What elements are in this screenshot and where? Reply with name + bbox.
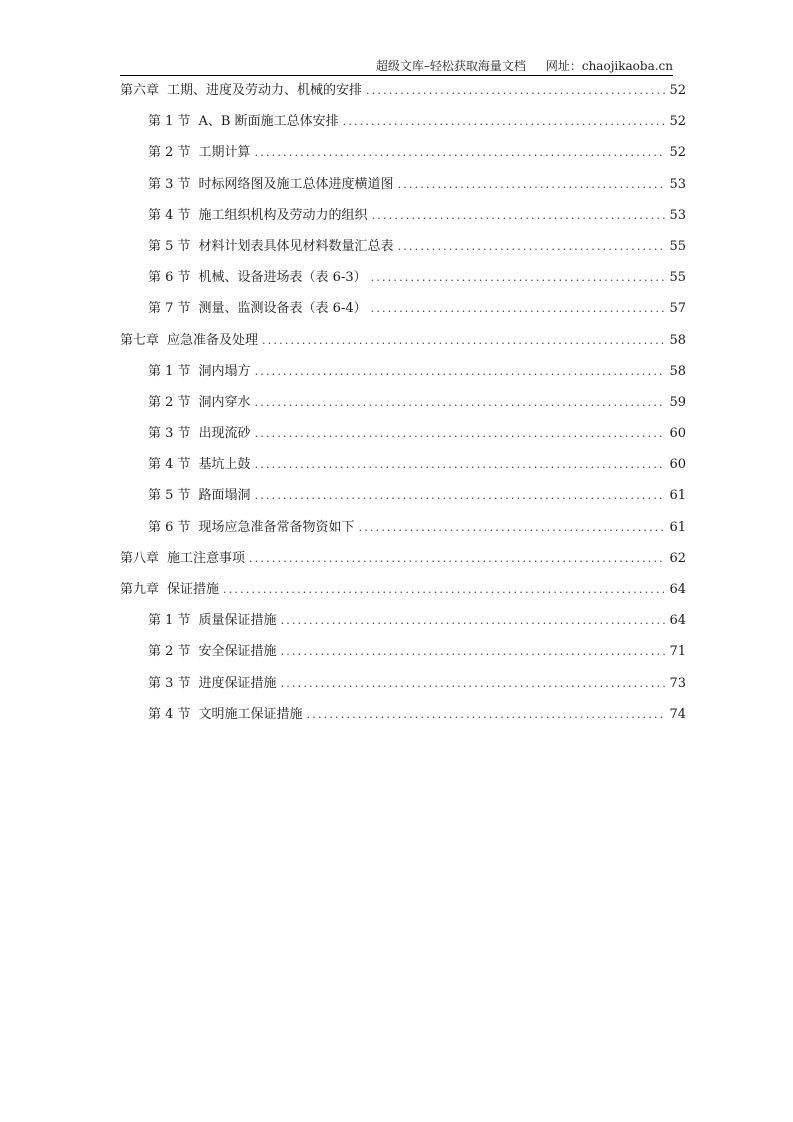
toc-dot-leader xyxy=(281,641,666,663)
toc-entry-label xyxy=(120,80,362,102)
toc-entry-title: 测量、监测设备表（表 6-4） xyxy=(198,301,367,317)
toc-entry-number: 第 6 节 xyxy=(148,270,191,286)
toc-chapter-entry[interactable] xyxy=(120,330,686,361)
toc-chapter-entry[interactable] xyxy=(120,579,686,610)
toc-entry-label xyxy=(148,454,251,476)
header-site-name: 超级文库–轻松获取海量文档 xyxy=(375,59,526,73)
toc-dot-leader xyxy=(371,267,666,289)
page-header xyxy=(120,58,673,74)
toc-entry-number: 第 2 节 xyxy=(148,394,191,410)
toc-entry-label xyxy=(148,392,251,414)
toc-entry-label xyxy=(148,517,355,539)
toc-page-number: 62 xyxy=(669,550,686,566)
toc-entry-label xyxy=(148,111,339,133)
toc-entry-title: 质量保证措施 xyxy=(198,613,277,629)
toc-page-number: 52 xyxy=(669,83,686,98)
toc-section-entry[interactable] xyxy=(120,174,686,205)
toc-section-entry[interactable] xyxy=(120,641,686,672)
toc-entry-number: 第 4 节 xyxy=(148,457,191,473)
toc-dot-leader xyxy=(398,174,666,196)
toc-section-entry[interactable] xyxy=(120,704,686,735)
toc-dot-leader xyxy=(262,330,665,352)
toc-page-number: 55 xyxy=(669,238,686,254)
table-of-contents xyxy=(120,80,686,735)
toc-page-number: 52 xyxy=(669,114,686,130)
toc-entry-title: 工期、进度及劳动力、机械的安排 xyxy=(167,83,363,98)
toc-page-number: 60 xyxy=(669,457,686,473)
toc-dot-leader xyxy=(255,454,666,476)
toc-dot-leader xyxy=(371,298,666,320)
toc-entry-title: 保证措施 xyxy=(167,582,220,597)
toc-entry-label xyxy=(148,610,277,632)
toc-entry-title: 洞内塌方 xyxy=(198,363,251,379)
toc-entry-title: 时标网络图及施工总体进度横道图 xyxy=(198,176,394,192)
toc-entry-number: 第 5 节 xyxy=(148,238,191,254)
toc-entry-label xyxy=(148,142,251,164)
toc-section-entry[interactable] xyxy=(120,298,686,329)
toc-page-number: 71 xyxy=(669,644,686,660)
toc-entry-number: 第 1 节 xyxy=(148,363,191,379)
header-url[interactable]: 网址：chaojikaoba.cn xyxy=(545,59,673,73)
toc-entry-title: 施工组织机构及劳动力的组织 xyxy=(198,207,368,223)
toc-dot-leader xyxy=(281,610,666,632)
toc-entry-title: 现场应急准备常备物资如下 xyxy=(198,519,355,535)
toc-dot-leader xyxy=(255,485,666,507)
toc-entry-label xyxy=(148,174,394,196)
toc-entry-label xyxy=(148,205,368,227)
toc-entry-title: 安全保证措施 xyxy=(198,644,277,660)
toc-section-entry[interactable] xyxy=(120,111,686,142)
toc-entry-number: 第 6 节 xyxy=(148,519,191,535)
toc-entry-number: 第 4 节 xyxy=(148,706,191,722)
toc-page-number: 55 xyxy=(669,270,686,286)
toc-entry-label xyxy=(148,704,303,726)
toc-section-entry[interactable] xyxy=(120,454,686,485)
toc-page-number: 60 xyxy=(669,426,686,442)
toc-entry-number: 第 1 节 xyxy=(148,114,191,130)
toc-entry-title: 施工注意事项 xyxy=(167,550,246,566)
toc-section-entry[interactable] xyxy=(120,423,686,454)
toc-entry-label xyxy=(148,298,367,320)
toc-section-entry[interactable] xyxy=(120,267,686,298)
toc-page-number: 57 xyxy=(669,301,686,317)
toc-dot-leader xyxy=(223,579,665,601)
toc-entry-number: 第 1 节 xyxy=(148,613,191,629)
toc-entry-label xyxy=(148,485,251,507)
toc-page-number: 53 xyxy=(669,207,686,223)
toc-section-entry[interactable] xyxy=(120,610,686,641)
toc-entry-title: 路面塌洞 xyxy=(198,488,251,504)
toc-page-number: 61 xyxy=(669,519,686,535)
toc-dot-leader xyxy=(255,392,666,414)
toc-entry-title: A、B 断面施工总体安排 xyxy=(198,114,339,130)
toc-page-number: 61 xyxy=(669,488,686,504)
toc-entry-number: 第六章 xyxy=(120,83,160,98)
toc-entry-label xyxy=(148,236,394,258)
toc-entry-number: 第 3 节 xyxy=(148,176,191,192)
toc-entry-number: 第 5 节 xyxy=(148,488,191,504)
toc-entry-title: 工期计算 xyxy=(198,145,251,161)
toc-chapter-entry[interactable] xyxy=(120,80,686,111)
toc-dot-leader xyxy=(249,548,665,570)
toc-entry-number: 第 2 节 xyxy=(148,145,191,161)
toc-entry-number: 第 7 节 xyxy=(148,301,191,317)
toc-entry-number: 第 3 节 xyxy=(148,675,191,691)
toc-dot-leader xyxy=(255,361,666,383)
toc-section-entry[interactable] xyxy=(120,205,686,236)
toc-entry-number: 第 3 节 xyxy=(148,426,191,442)
toc-entry-label xyxy=(148,641,277,663)
toc-entry-label xyxy=(120,548,245,570)
toc-dot-leader xyxy=(398,236,666,258)
toc-entry-title: 出现流砂 xyxy=(198,426,251,442)
toc-dot-leader xyxy=(366,80,665,102)
toc-entry-title: 基坑上鼓 xyxy=(198,457,251,473)
toc-chapter-entry[interactable] xyxy=(120,548,686,579)
toc-entry-label xyxy=(120,579,219,601)
toc-entry-number: 第 2 节 xyxy=(148,644,191,660)
toc-dot-leader xyxy=(359,517,666,539)
toc-page-number: 74 xyxy=(669,706,686,722)
header-rule xyxy=(120,75,673,76)
toc-page-number: 52 xyxy=(669,145,686,161)
toc-page-number: 64 xyxy=(669,582,686,597)
toc-entry-title: 进度保证措施 xyxy=(198,675,277,691)
toc-entry-title: 应急准备及处理 xyxy=(167,332,259,348)
toc-dot-leader xyxy=(281,673,666,695)
toc-entry-number: 第九章 xyxy=(120,582,160,597)
toc-section-entry[interactable] xyxy=(120,236,686,267)
toc-page-number: 59 xyxy=(669,394,686,410)
toc-dot-leader xyxy=(343,111,666,133)
toc-page-number: 58 xyxy=(669,332,686,348)
toc-entry-label xyxy=(148,267,367,289)
toc-dot-leader xyxy=(372,205,666,227)
toc-entry-number: 第 4 节 xyxy=(148,207,191,223)
toc-entry-title: 材料计划表具体见材料数量汇总表 xyxy=(198,238,394,254)
toc-entry-title: 洞内穿水 xyxy=(198,394,251,410)
toc-page-number: 58 xyxy=(669,363,686,379)
toc-dot-leader xyxy=(255,142,666,164)
toc-section-entry[interactable] xyxy=(120,517,686,548)
toc-page-number: 64 xyxy=(669,613,686,629)
toc-entry-title: 文明施工保证措施 xyxy=(198,706,303,722)
toc-entry-label xyxy=(148,361,251,383)
toc-page-number: 53 xyxy=(669,176,686,192)
toc-entry-label xyxy=(148,673,277,695)
toc-section-entry[interactable] xyxy=(120,142,686,173)
toc-entry-number: 第七章 xyxy=(120,332,160,348)
toc-section-entry[interactable] xyxy=(120,673,686,704)
toc-section-entry[interactable] xyxy=(120,361,686,392)
toc-entry-label xyxy=(120,330,258,352)
toc-section-entry[interactable] xyxy=(120,392,686,423)
toc-dot-leader xyxy=(307,704,666,726)
toc-entry-number: 第八章 xyxy=(120,550,160,566)
toc-entry-title: 机械、设备进场表（表 6-3） xyxy=(198,270,367,286)
toc-page-number: 73 xyxy=(669,675,686,691)
toc-entry-label xyxy=(148,423,251,445)
toc-dot-leader xyxy=(255,423,666,445)
toc-section-entry[interactable] xyxy=(120,485,686,516)
